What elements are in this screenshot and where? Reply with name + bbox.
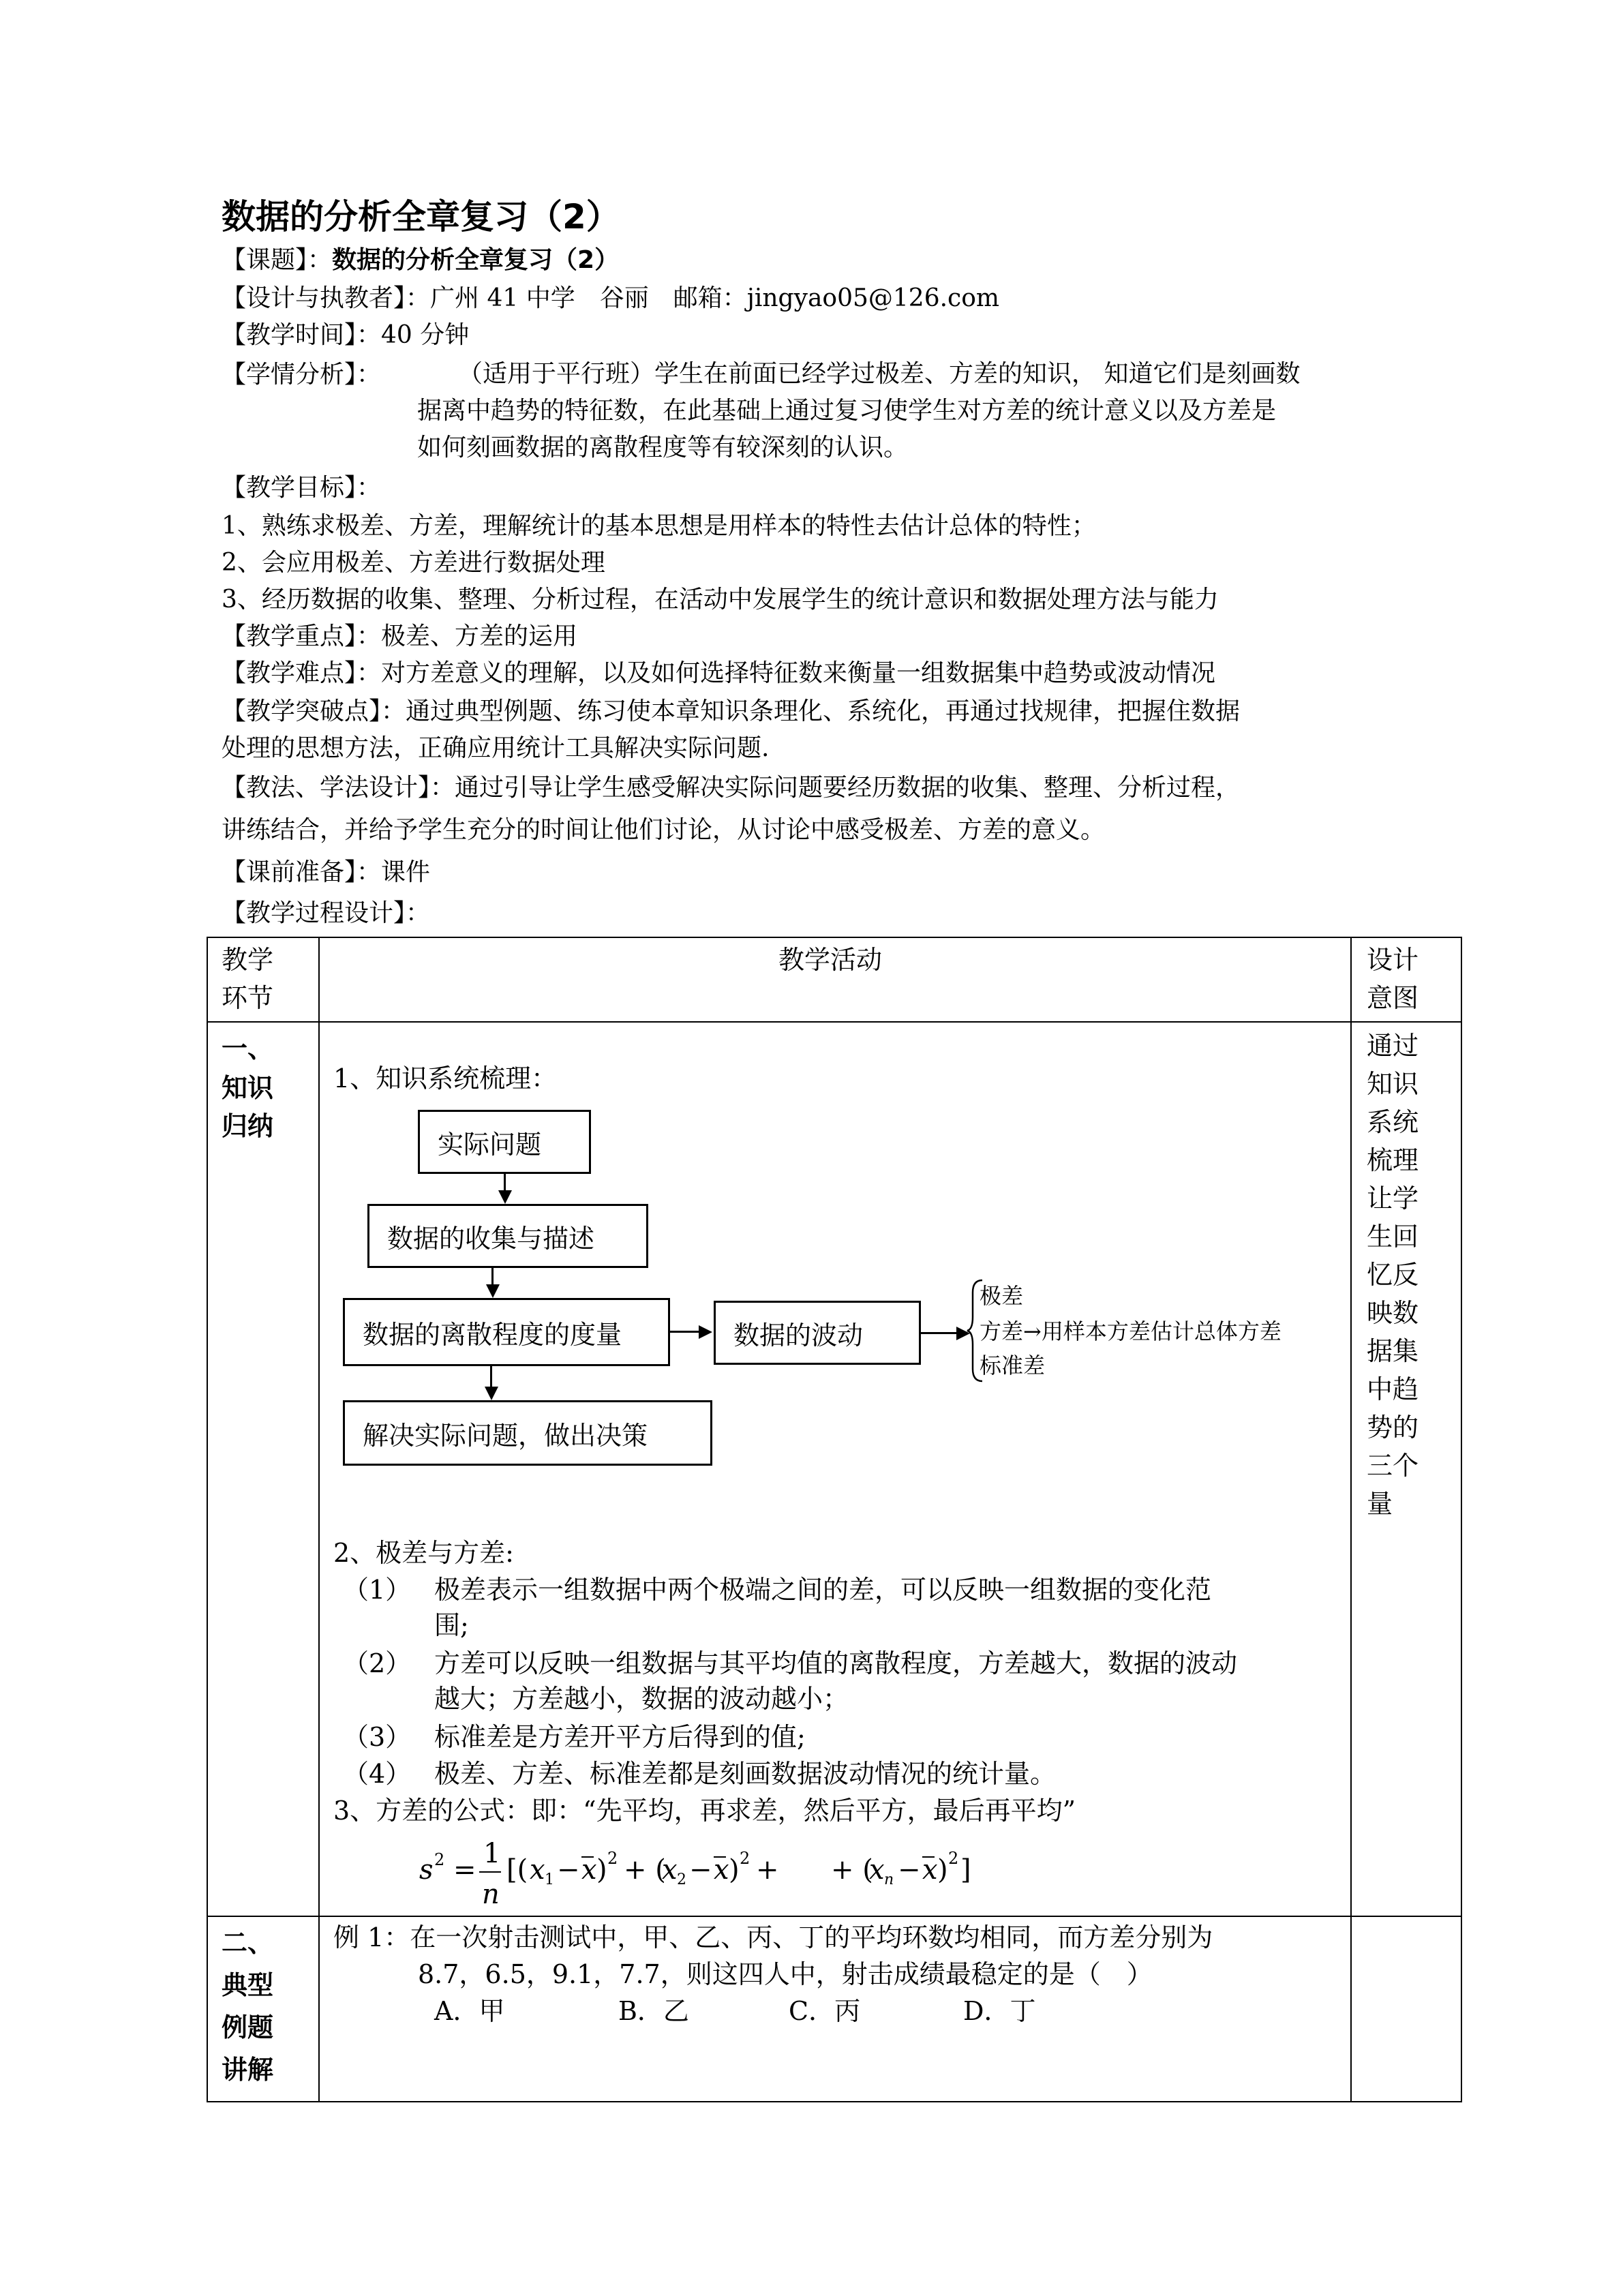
page-title: 数据的分析全章复习（2） <box>222 197 620 237</box>
flow-arrow-5-head <box>485 1387 498 1400</box>
svg-text:n: n <box>482 1879 500 1910</box>
flow-box-dispersion: 数据的离散程度的度量 <box>343 1298 670 1366</box>
svg-text:2: 2 <box>948 1849 959 1868</box>
item-2-line-1: 方差可以反映一组数据与其平均值的离散程度，方差越大，数据的波动 <box>434 1648 1238 1678</box>
item-2-line-2: 越大；方差越小，数据的波动越小； <box>434 1684 849 1714</box>
row1-section-2: 知识 <box>222 1073 274 1103</box>
table-col-divider-2 <box>1350 937 1352 2102</box>
head-col3-line2: 意图 <box>1367 983 1419 1013</box>
intent-line: 量 <box>1367 1489 1393 1519</box>
svg-text:]: ] <box>960 1854 971 1886</box>
intent-line: 三个 <box>1367 1451 1419 1481</box>
analysis-label: 【学情分析】： <box>222 361 382 389</box>
intent-line: 系统 <box>1367 1107 1419 1137</box>
range-variance-heading: 2、极差与方差: <box>333 1538 514 1568</box>
svg-text:1: 1 <box>483 1838 501 1869</box>
head-col1-line2: 环节 <box>222 983 274 1013</box>
method-1: 【教法、学法设计】：通过引导让学生感受解决实际问题要经历数据的收集、整理、分析过程， <box>222 774 1241 802</box>
flow-box-fluctuation: 数据的波动 <box>714 1301 921 1365</box>
topic-label: 【课题】： <box>222 246 333 274</box>
knowledge-heading: 1、知识系统梳理： <box>333 1063 558 1093</box>
svg-text:x: x <box>869 1854 885 1886</box>
key-point: 【教学重点】：极差、方差的运用 <box>222 622 578 650</box>
process-table <box>207 937 1462 2102</box>
row2-section-2: 典型 <box>222 1970 274 2000</box>
svg-text:x: x <box>662 1854 678 1886</box>
table-border-bottom <box>207 2101 1462 2102</box>
analysis-line-1: （适用于平行班）学生在前面已经学过极差、方差的知识， 知道它们是刻画数 <box>458 360 1301 388</box>
option-c: C．丙 <box>789 1996 861 2026</box>
svg-text:2: 2 <box>677 1871 686 1888</box>
svg-text:2: 2 <box>607 1849 618 1868</box>
topic-value: 数据的分析全章复习（2） <box>332 246 620 274</box>
intent-line: 据集 <box>1367 1336 1419 1366</box>
intent-line: 中趋 <box>1367 1374 1419 1404</box>
intent-line: 通过 <box>1367 1031 1419 1061</box>
flow-arrow-3 <box>670 1331 701 1333</box>
prep: 【课前准备】：课件 <box>222 858 431 886</box>
variance-formula-text: 3、方差的公式：即：“先平均，再求差，然后平方，最后再平均” <box>333 1796 1076 1826</box>
option-d: D．丁 <box>963 1996 1036 2026</box>
svg-text:=: = <box>453 1854 476 1886</box>
table-border-right <box>1461 937 1462 2102</box>
example-1-line-1: 例 1：在一次射击测试中，甲、乙、丙、丁的平均环数均相同，而方差分别为 <box>333 1922 1213 1952</box>
time-line: 【教学时间】：40 分钟 <box>222 321 470 349</box>
head-col2: 教学活动 <box>778 945 883 975</box>
table-divider-row <box>207 1916 1462 1917</box>
flow-box-actual-problem: 实际问题 <box>418 1110 591 1174</box>
goal-1: 1、熟练求极差、方差，理解统计的基本思想是用样本的特性去估计总体的特性； <box>222 512 1096 540</box>
svg-text:+ (: + ( <box>624 1854 666 1886</box>
svg-text:): ) <box>937 1854 948 1886</box>
goal-2: 2、会应用极差、方差进行数据处理 <box>222 549 605 577</box>
svg-text:): ) <box>729 1854 740 1886</box>
svg-text:x: x <box>581 1854 597 1886</box>
item-1-line-2: 围; <box>434 1610 469 1640</box>
item-1-line-1: 极差表示一组数据中两个极端之间的差，可以反映一组数据的变化范 <box>434 1575 1212 1605</box>
svg-text:x: x <box>922 1854 938 1886</box>
method-2: 讲练结合，并给予学生充分的时间让他们讨论，从讨论中感受极差、方差的意义。 <box>222 816 1106 844</box>
row1-section-1: 一、 <box>222 1033 274 1063</box>
flow-arrow-4 <box>921 1332 959 1334</box>
svg-text:x: x <box>530 1854 545 1886</box>
analysis-line-2: 据离中趋势的特征数，在此基础上通过复习使学生对方差的统计意义以及方差是 <box>417 397 1277 425</box>
goal-3: 3、经历数据的收集、整理、分析过程，在活动中发展学生的统计意识和数据处理方法与能力 <box>222 586 1219 614</box>
item-2-num: （2） <box>343 1648 412 1678</box>
process-label: 【教学过程设计】： <box>222 899 431 927</box>
item-4-num: （4） <box>343 1759 412 1789</box>
branch-variance-label: 方差 <box>980 1318 1024 1344</box>
svg-text:−: − <box>557 1854 580 1886</box>
branch-variance-tail: 用样本方差估计总体方差 <box>1041 1318 1281 1344</box>
row2-section-3: 例题 <box>222 2012 274 2042</box>
svg-text:[(: [( <box>506 1854 528 1886</box>
intent-line: 知识 <box>1367 1069 1419 1099</box>
breakthrough-1: 【教学突破点】：通过典型例题、练习使本章知识条理化、系统化，再通过找规律，把握住数据 <box>222 697 1241 725</box>
option-a: A．甲 <box>434 1996 505 2026</box>
svg-text:2: 2 <box>740 1849 750 1868</box>
flow-box-decision: 解决实际问题，做出决策 <box>343 1400 712 1466</box>
flow-arrow-2-head <box>486 1284 500 1298</box>
topic-line <box>222 241 619 280</box>
item-3-num: （3） <box>343 1722 412 1752</box>
variance-formula <box>415 1832 1029 1914</box>
table-col-divider-1 <box>318 937 320 2102</box>
intent-line: 势的 <box>1367 1413 1419 1442</box>
goals-label: 【教学目标】： <box>222 474 382 502</box>
flow-arrow-1-head <box>498 1190 512 1204</box>
svg-text:−: − <box>689 1854 712 1886</box>
svg-text:): ) <box>596 1854 607 1886</box>
svg-text:+ (: + ( <box>831 1854 873 1886</box>
item-4-line-1: 极差、方差、标准差都是刻画数据波动情况的统计量。 <box>434 1759 1057 1789</box>
item-1-num: （1） <box>343 1575 412 1605</box>
table-border-top <box>207 937 1462 938</box>
head-col3-line1: 设计 <box>1367 945 1419 975</box>
table-border-left <box>207 937 208 2102</box>
intent-line: 让学 <box>1367 1183 1419 1213</box>
intent-line: 忆反 <box>1367 1260 1419 1290</box>
svg-text:−: − <box>898 1854 921 1886</box>
item-3-line-1: 标准差是方差开平方后得到的值; <box>434 1722 806 1752</box>
row2-section-1: 二、 <box>222 1928 274 1958</box>
difficulty: 【教学难点】：对方差意义的理解，以及如何选择特征数来衡量一组数据集中趋势或波动情况 <box>222 659 1216 687</box>
svg-text:s: s <box>419 1854 434 1886</box>
svg-text:1: 1 <box>545 1871 554 1888</box>
branch-range: 极差 <box>980 1283 1024 1309</box>
breakthrough-2: 处理的思想方法，正确应用统计工具解决实际问题. <box>222 734 770 762</box>
branch-stddev: 标准差 <box>980 1353 1046 1378</box>
row1-section-3: 归纳 <box>222 1111 274 1141</box>
svg-text:2: 2 <box>434 1850 445 1869</box>
right-arrow-icon: → <box>1023 1318 1042 1344</box>
table-divider-head <box>207 1021 1462 1023</box>
designer-line: 【设计与执教者】：广州 41 中学 谷丽 邮箱：jingyao05@126.com <box>222 284 1000 312</box>
analysis-line-3: 如何刻画数据的离散程度等有较深刻的认识。 <box>417 434 909 462</box>
flow-box-collect: 数据的收集与描述 <box>367 1204 648 1268</box>
example-1-line-2: 8.7，6.5，9.1，7.7，则这四人中，射击成绩最稳定的是（ ） <box>418 1959 1153 1989</box>
svg-text:n: n <box>884 1871 894 1888</box>
svg-text:+: + <box>756 1854 779 1886</box>
intent-line: 生回 <box>1367 1222 1419 1252</box>
flow-arrow-3-head <box>699 1325 712 1339</box>
row2-section-4: 讲解 <box>222 2055 274 2085</box>
head-col1-line1: 教学 <box>222 945 274 975</box>
svg-text:x: x <box>714 1854 729 1886</box>
intent-line: 梳理 <box>1367 1145 1419 1175</box>
branch-variance <box>980 1314 1281 1346</box>
intent-line: 映数 <box>1367 1298 1419 1328</box>
option-b: B．乙 <box>618 1996 689 2026</box>
